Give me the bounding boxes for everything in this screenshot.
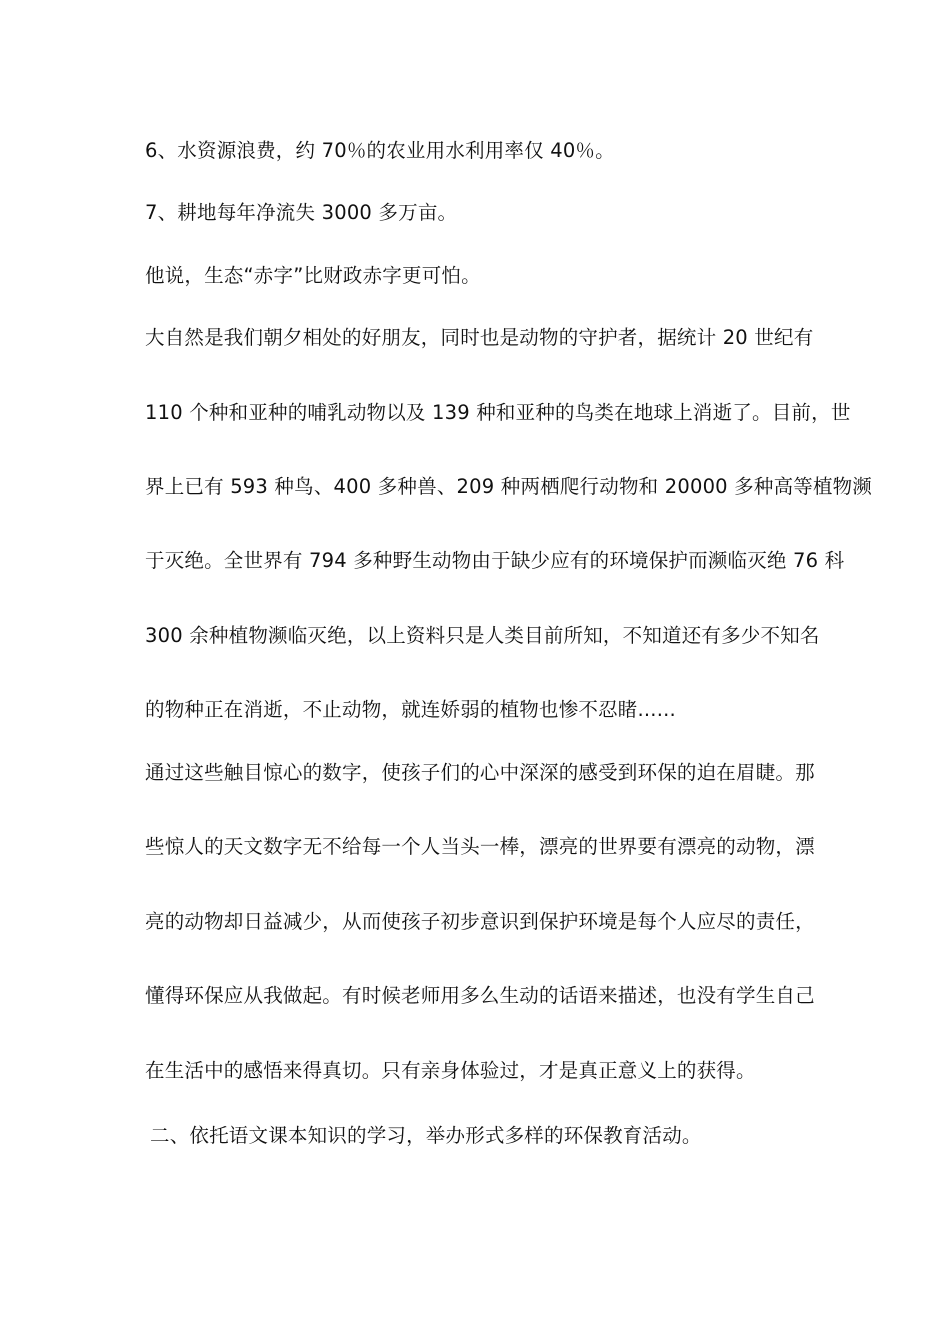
text-line-numbers-paragraph-5: 在生活中的感悟来得真切。只有亲身体验过，才是真正意义上的获得。 [145, 1059, 756, 1082]
text-line-numbers-paragraph-1: 通过这些触目惊心的数字，使孩子们的心中深深的感受到环保的迫在眉睫。那 [145, 761, 815, 784]
text-line-nature-paragraph-6: 的物种正在消逝，不止动物，就连娇弱的植物也惨不忍睹...... [145, 698, 676, 721]
text-line-nature-paragraph-3: 界上已有 593 种鸟、400 多种兽、209 种两栖爬行动物和 20000 多种高等植物濒 [145, 475, 873, 498]
section-heading-two: 二、依托语文课本知识的学习，举办形式多样的环保教育活动。 [150, 1124, 702, 1147]
text-line-numbers-paragraph-2: 些惊人的天文数字无不给每一个人当头一棒，漂亮的世界要有漂亮的动物，漂 [145, 835, 815, 858]
text-line-water-waste: 6、水资源浪费，约 70％的农业用水利用率仅 40％。 [145, 139, 615, 162]
text-line-ecological-deficit: 他说，生态“赤字”比财政赤字更可怕。 [145, 264, 481, 287]
text-line-numbers-paragraph-4: 懂得环保应从我做起。有时候老师用多么生动的话语来描述，也没有学生自己 [145, 984, 815, 1007]
text-line-nature-paragraph-2: 110 个种和亚种的哺乳动物以及 139 种和亚种的鸟类在地球上消逝了。目前，世 [145, 401, 851, 424]
text-line-numbers-paragraph-3: 亮的动物却日益减少，从而使孩子初步意识到保护环境是每个人应尽的责任， [145, 910, 815, 933]
text-line-farmland-loss: 7、耕地每年净流失 3000 多万亩。 [145, 201, 458, 224]
text-line-nature-paragraph-5: 300 余种植物濒临灭绝，以上资料只是人类目前所知，不知道还有多少不知名 [145, 624, 820, 647]
text-line-nature-paragraph-4: 于灭绝。全世界有 794 多种野生动物由于缺少应有的环境保护而濒临灭绝 76 科 [145, 549, 845, 572]
text-line-nature-paragraph-1: 大自然是我们朝夕相处的好朋友，同时也是动物的守护者，据统计 20 世纪有 [145, 326, 814, 349]
